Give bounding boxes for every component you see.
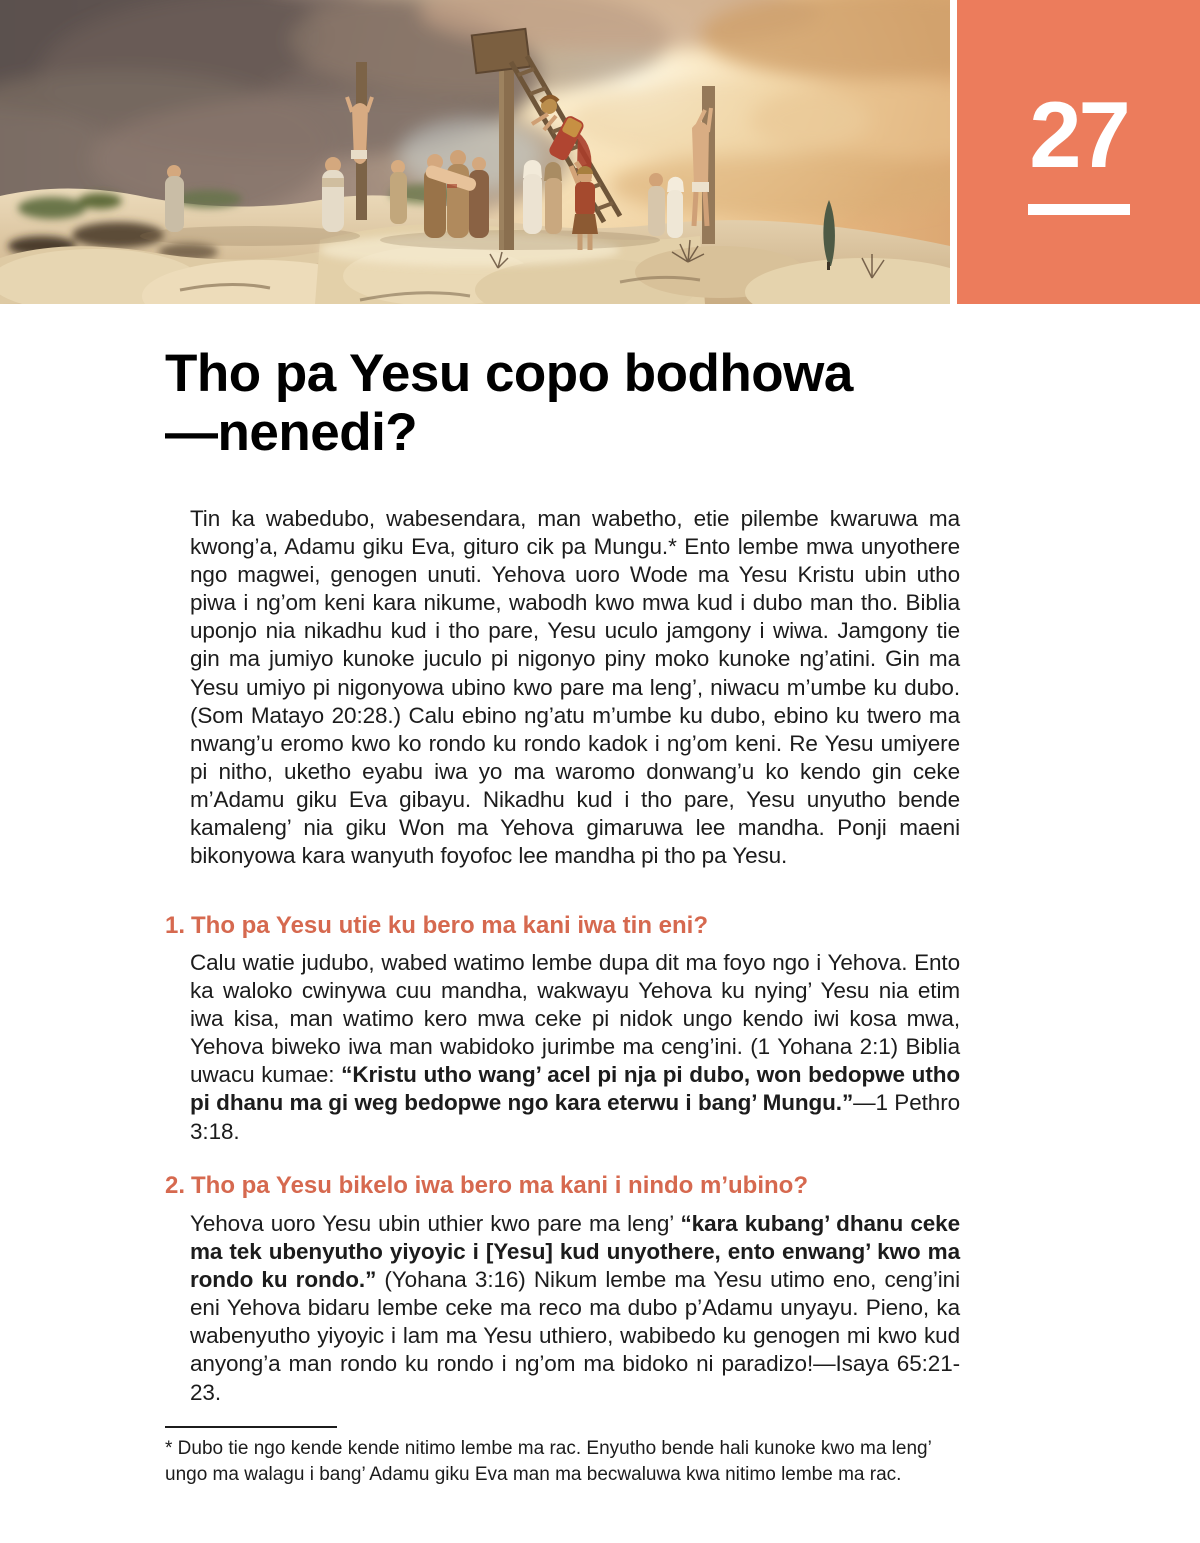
footnote-asterisk: * <box>165 1438 173 1459</box>
question-2-text: Tho pa Yesu bikelo iwa bero ma kani i nindo m’ubino? <box>191 1172 808 1199</box>
crucifixion-scene-image <box>0 0 950 304</box>
page-header <box>0 0 1200 304</box>
question-1-heading <box>165 911 965 941</box>
question-2-paragraph <box>190 1210 960 1407</box>
question-1-paragraph <box>190 949 960 1146</box>
page-title-line1: Tho pa Yesu copo bodhowa <box>165 344 853 403</box>
chapter-number-underline <box>1028 204 1130 215</box>
question-1-number: 1. <box>165 912 186 939</box>
page-title-line2: —nenedi? <box>165 403 418 462</box>
intro-paragraph: Tin ka wabedubo, wabesendara, man wabetho, etie pilembe kwaruwa ma kwong’a, Adamu giku Eva, gituro cik pa Mungu.* Ento lembe mwa unyothere ngo magwei, genogen unuti. Yehova uoro Wode ma Yesu Kristu ubin utho piwa i ng’om keni kara nikume, wabodh kwo mwa kud i dubo man tho. Biblia uponjo nia nikadhu kud i tho pare, Yesu uculo jamgony i wiwa. Jamgony tie gin ma jumiyo kunoke juculo pi nigonyo piny moko kunoke ng’atini. Gin ma Yesu umiyo pi nigonyowa ubino kwo pare ma leng’, niwacu m’umbe ku dubo. (Som Matayo 20:28.) Calu ebino ng’atu m’umbe ku dubo, ebino ku twero ma nwang’u eromo kwo ko rondo ku rondo kadok i ng’om keni. Re Yesu umiyere pi nitho, uketho eyabu iwa yo ma waromo donwang’u ko kendo gin ceke m’Adamu giku Eva gibayu. Nikadhu kud i tho pare, Yesu unyutho bende kamaleng’ nia giku Won ma Yehova gimaruwa lee mandha. Ponji maeni bikonyowa kara wanyuth foyofoc lee mandha pi tho pa Yesu. <box>190 506 960 869</box>
chapter-number: 27 <box>1029 82 1128 187</box>
chapter-number-badge <box>957 0 1200 304</box>
question-2-heading <box>165 1171 965 1201</box>
paragraph-segment: “Kristu utho wang’ acel pi nja pi dubo, won bedopwe utho pi dhanu ma gi weg bedopwe ngo kara eterwu i bang’ Mungu.” <box>190 1062 961 1116</box>
footnote-text: Dubo tie ngo kende kende nitimo lembe ma rac. Enyutho bende hali kunoke kwo ma leng’ ungo ma walagu i bang’ Adamu giku Eva man ma becwaluwa kwa nitimo lembe ma rac. <box>165 1438 932 1485</box>
paragraph-segment: “kara kubang’ dhanu ceke ma tek ubenyutho yiyoyic i [Yesu] kud unyothere, ento enwang’ kwo ma rondo ku rondo.” <box>190 1211 960 1293</box>
paragraph-segment: Yehova uoro Yesu ubin uthier kwo pare ma leng’ <box>190 1211 681 1236</box>
footnote-rule <box>165 1426 337 1428</box>
paragraph-segment: —1 Pethro 3:18. <box>190 1090 961 1144</box>
question-2-number: 2. <box>165 1172 186 1199</box>
header-divider-gap <box>950 0 957 304</box>
page-title <box>165 344 853 462</box>
question-1-text: Tho pa Yesu utie ku bero ma kani iwa tin eni? <box>191 912 709 939</box>
paragraph-segment: Calu watie judubo, wabed watimo lembe dupa dit ma foyo ngo i Yehova. Ento ka waloko cwinywa cuu mandha, wakwayu Yehova ku nying’ Yesu nia etim iwa kisa, man watimo kero mwa ceke pi nidok ungo kendo iwi kosa mwa, Yehova biweko iwa man wabidoko jurimbe ma ceng’ini. (1 Yohana 2:1) Biblia uwacu kumae: <box>190 950 960 1088</box>
crucifixion-scene-svg <box>0 0 950 304</box>
paragraph-segment: (Yohana 3:16) Nikum lembe ma Yesu utimo eno, ceng’ini eni Yehova bidaru lembe ceke ma reco ma dubo p’Adamu unyayu. Pieno, ka wabenyutho yiyoyic i lam ma Yesu uthiero, wabibedo ku genogen mi kwo kud anyong’a man rondo ku rondo i ng’om ma bidoko ni paradizo!—Isaya 65:21-23. <box>190 1267 960 1405</box>
footnote <box>165 1436 960 1488</box>
